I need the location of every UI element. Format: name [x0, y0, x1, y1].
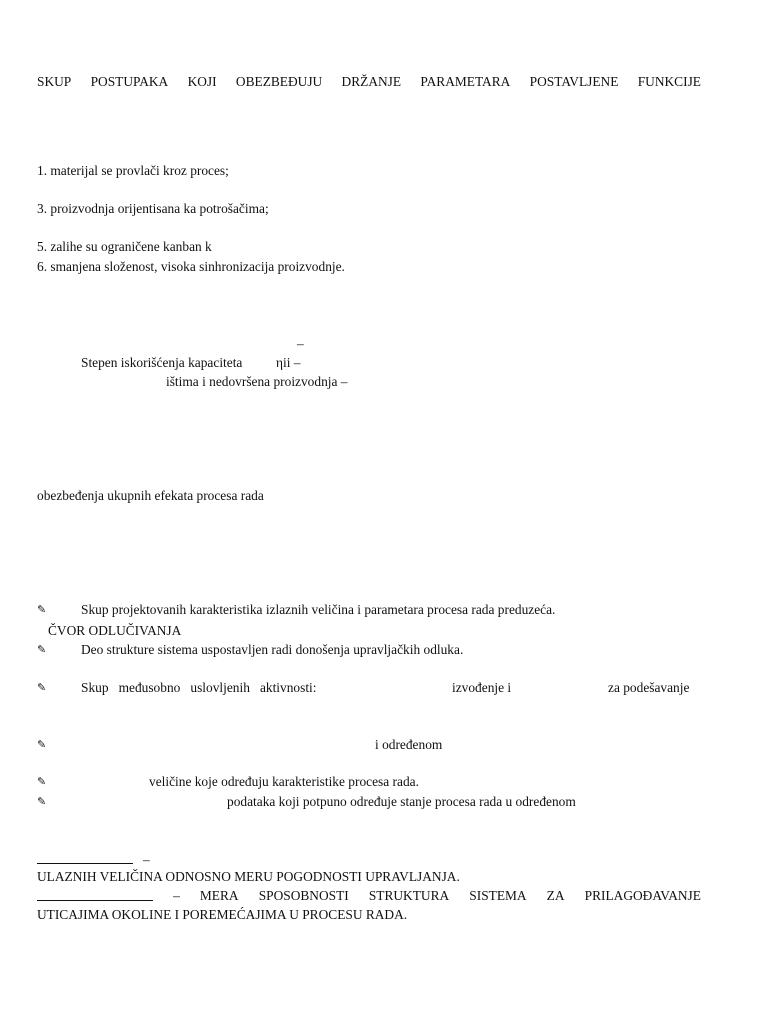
pencil-bullet-icon: ✎ — [37, 738, 47, 751]
dash-fragment: – — [297, 336, 304, 351]
pencil-bullet-icon: ✎ — [37, 775, 47, 788]
dash: – — [143, 852, 150, 867]
bottom-line-3: UTICAJIMA OKOLINE I POREMEĆAJIMA U PROCESU RADA. — [37, 907, 408, 922]
blank-line-1 — [37, 851, 150, 868]
bottom-line-2: – MERA SPOSOBNOSTI STRUKTURA SISTEMA ZA PRILAGOĐAVANJE — [37, 888, 701, 904]
list-item-1: 1. materijal se provlači kroz proces; — [37, 163, 229, 178]
document-title — [37, 74, 701, 90]
title-word: SKUP — [37, 74, 72, 89]
bottom-line-1: ULAZNIH VELIČINA ODNOSNO MERU POGODNOSTI UPRAVLJANJA. — [37, 869, 460, 884]
bullet-text-3b: izvođenje i — [452, 680, 512, 695]
decision-node-heading: ČVOR ODLUČIVANJA — [48, 623, 182, 638]
bullet-text-2: Deo strukture sistema uspostavljen radi donošenja upravljačkih odluka. — [81, 642, 464, 657]
title-word: DRŽANJE — [341, 74, 402, 89]
eta-symbol: ηii – — [276, 355, 301, 370]
title-word: PARAMETARA — [420, 74, 511, 89]
bullet-text-3a: Skup međusobno uslovljenih aktivnosti: — [81, 680, 317, 695]
bullet-text-5: veličine koje određuju karakteristike procesa rada. — [149, 774, 419, 789]
pencil-bullet-icon: ✎ — [37, 643, 47, 656]
capacity-label: Stepen iskorišćenja kapaciteta — [81, 355, 243, 370]
blank-line-2 — [37, 888, 153, 901]
effects-fragment: obezbeđenja ukupnih efekata procesa rada — [37, 488, 264, 503]
list-item-6: 6. smanjena složenost, visoka sinhronizacija proizvodnje. — [37, 259, 345, 274]
bullet-text-4: i određenom — [375, 737, 443, 752]
title-word: POSTAVLJENE — [529, 74, 619, 89]
title-word: KOJI — [187, 74, 217, 89]
title-word: OBEZBEĐUJU — [235, 74, 323, 89]
bullet-text-1: Skup projektovanih karakteristika izlaznih veličina i parametara procesa rada preduzeća. — [81, 602, 556, 617]
pencil-bullet-icon: ✎ — [37, 603, 47, 616]
list-item-5: 5. zalihe su ograničene kanban k — [37, 239, 212, 254]
title-word: POSTUPAKA — [90, 74, 169, 89]
title-word: FUNKCIJE — [637, 74, 701, 89]
list-item-3: 3. proizvodnja orijentisana ka potrošačima; — [37, 201, 269, 216]
waste-fragment: ištima i nedovršena proizvodnja – — [166, 374, 348, 389]
bullet-text-6: podataka koji potpuno određuje stanje procesa rada u određenom — [227, 794, 576, 809]
bullet-text-3c: za podešavanje — [608, 680, 690, 695]
pencil-bullet-icon: ✎ — [37, 681, 47, 694]
pencil-bullet-icon: ✎ — [37, 795, 47, 808]
